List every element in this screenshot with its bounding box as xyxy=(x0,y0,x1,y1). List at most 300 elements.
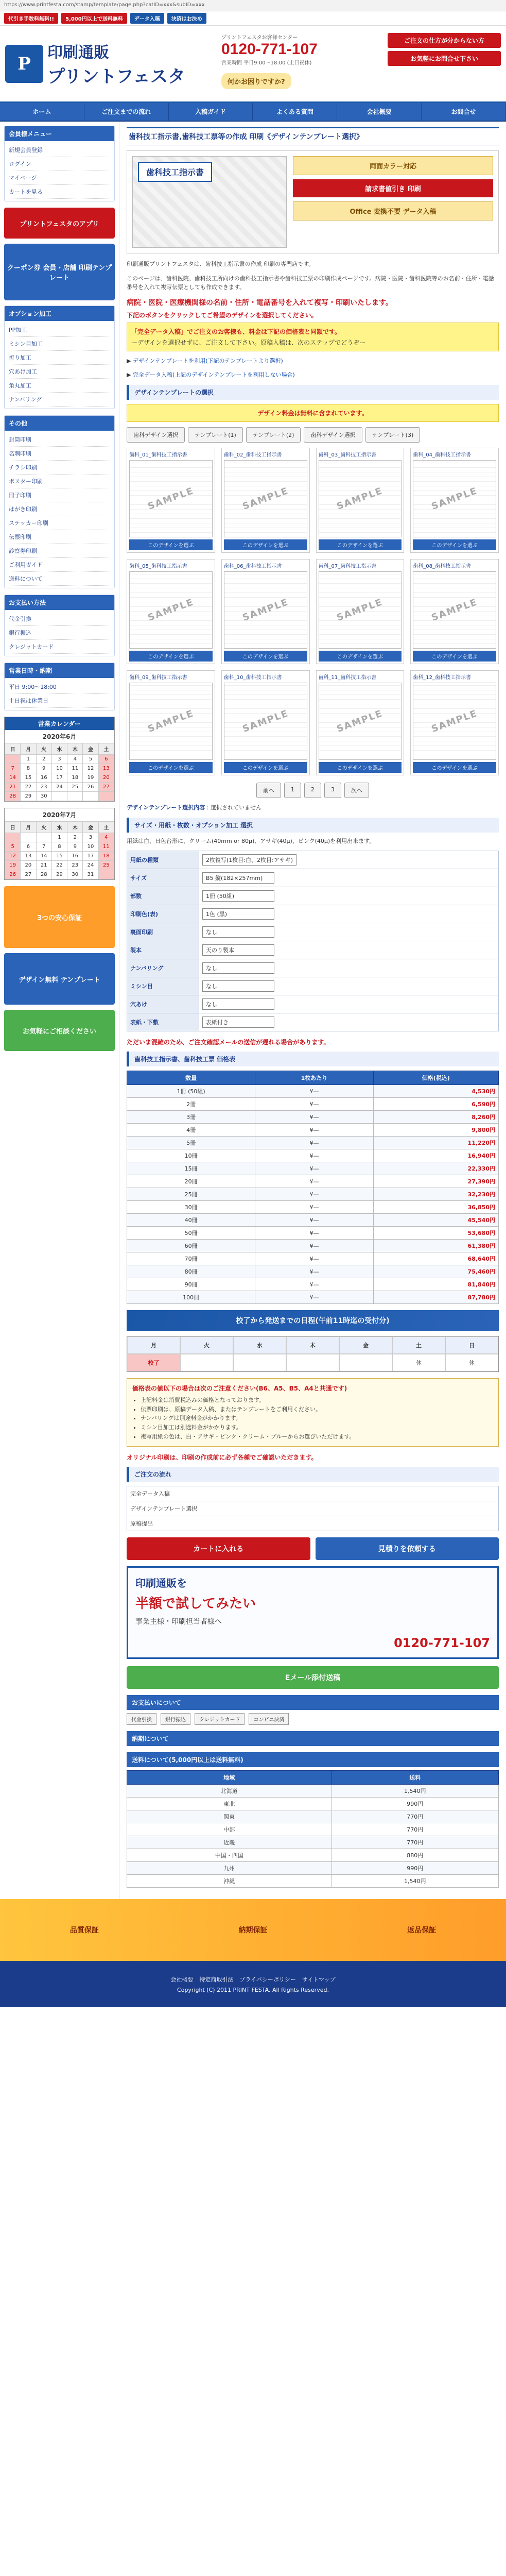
template-card[interactable] xyxy=(127,448,215,553)
main-content xyxy=(119,122,506,1899)
calendar-day xyxy=(83,792,98,801)
member-menu-title: 会員様メニュー xyxy=(5,126,114,141)
sidebar-item[interactable]: ご利用ガイド xyxy=(9,558,110,572)
data-upload-link[interactable]: データ入稿 xyxy=(130,13,164,24)
option-label: 部数 xyxy=(127,887,199,905)
sidebar-item[interactable]: 角丸加工 xyxy=(9,379,110,393)
price-row[interactable] xyxy=(127,1175,499,1188)
consult-banner[interactable]: お気軽にご相談ください xyxy=(4,1010,115,1051)
option-label: 裏面印刷 xyxy=(127,923,199,941)
template-label: 歯科_03_歯科技工指示書 xyxy=(318,452,377,458)
ship-cell: 770円 xyxy=(331,1836,498,1849)
assurance-strip xyxy=(0,1899,506,1961)
option-select[interactable]: なし xyxy=(202,998,274,1010)
template-preview xyxy=(319,460,402,537)
template-preview xyxy=(319,571,402,649)
notice-yellow-1: 「完全データ入稿」でご注文のお客様も、料金は下記の価格表と同額です。 xyxy=(131,328,341,335)
calendar-day: 29 xyxy=(21,792,36,801)
tel-box xyxy=(221,33,386,66)
calendar-month: 2020年7月 xyxy=(42,811,77,819)
choose-design-button[interactable]: このデザインを選ぶ xyxy=(129,539,213,550)
step-item: デザインテンプレート選択 xyxy=(127,1501,499,1516)
calendar-day: 27 xyxy=(21,870,36,879)
tab-template-1[interactable]: テンプレート(1) xyxy=(188,427,243,443)
ship-cell: 990円 xyxy=(331,1862,498,1875)
option-select[interactable]: なし xyxy=(202,980,274,992)
option-label: ナンバリング xyxy=(127,959,199,977)
sidebar-item[interactable]: 穴あけ加工 xyxy=(9,365,110,379)
calendar-day: 30 xyxy=(36,792,51,801)
calendar-day: 7 xyxy=(5,764,21,773)
calendar-day: 14 xyxy=(5,773,21,783)
price-row[interactable] xyxy=(127,1265,499,1278)
calendar-day: 11 xyxy=(67,764,83,773)
price-cell: 90冊 xyxy=(127,1278,255,1291)
option-select[interactable]: なし xyxy=(202,962,274,974)
footer-link[interactable]: 特定商取引法 xyxy=(199,1976,234,1983)
option-select[interactable]: 1色 (黒) xyxy=(202,908,274,920)
price-cell: 53,680円 xyxy=(373,1227,498,1240)
calendar-day: 18 xyxy=(98,852,114,861)
price-row[interactable] xyxy=(127,1240,499,1252)
calendar-day: 20 xyxy=(98,773,114,783)
notice-box xyxy=(127,1378,499,1447)
sidebar-item: 平日 9:00〜18:00 xyxy=(9,680,110,694)
calendar-day-head: 金 xyxy=(83,743,98,755)
sidebar-item[interactable]: ステッカー印刷 xyxy=(9,516,110,530)
pager-2[interactable]: 2 xyxy=(304,783,321,798)
price-cell: ¥— xyxy=(255,1162,373,1175)
notice-item: • 複写用紙の色は、白・アサギ・ピンク・クリーム・ブルーからお選びいただけます。 xyxy=(141,1432,493,1442)
sidebar-item[interactable]: 冊子印刷 xyxy=(9,488,110,502)
nav-guide[interactable]: 入稿ガイド xyxy=(169,103,253,121)
option-select[interactable]: 1冊 (50組) xyxy=(202,890,274,902)
template-preview xyxy=(319,683,402,760)
email-upload-button[interactable]: Eメール添付送稿 xyxy=(127,1666,499,1689)
sidebar-item: 土日祝は休業日 xyxy=(9,694,110,708)
template-card[interactable] xyxy=(316,670,405,775)
price-cell: 32,230円 xyxy=(373,1188,498,1201)
nav-home[interactable]: ホーム xyxy=(0,103,84,121)
nav-faq[interactable]: よくある質問 xyxy=(253,103,337,121)
calendar-day: 15 xyxy=(21,773,36,783)
calendar-day-head: 木 xyxy=(67,743,83,755)
option-label: 穴あけ xyxy=(127,995,199,1013)
calendar-day xyxy=(98,792,114,801)
price-row[interactable] xyxy=(127,1227,499,1240)
other-menu xyxy=(4,415,115,588)
ship-val: 休 xyxy=(392,1354,445,1371)
nav-flow[interactable]: ご注文までの流れ xyxy=(84,103,169,121)
global-nav xyxy=(0,103,506,122)
calendar-day: 21 xyxy=(36,861,51,870)
choose-design-button[interactable]: このデザインを選ぶ xyxy=(129,762,213,773)
calendar-day: 25 xyxy=(98,861,114,870)
option-select[interactable]: 表紙付き xyxy=(202,1016,274,1028)
price-cell: ¥— xyxy=(255,1137,373,1149)
template-label: 歯科_05_歯科技工指示書 xyxy=(129,563,187,569)
template-card[interactable] xyxy=(410,559,499,664)
price-cell: 50冊 xyxy=(127,1227,255,1240)
price-cell: ¥— xyxy=(255,1124,373,1137)
calendar-day xyxy=(98,870,114,879)
price-cell: 11,220円 xyxy=(373,1137,498,1149)
sidebar-item[interactable]: クレジットカード xyxy=(9,640,110,654)
calendar-day: 21 xyxy=(5,783,21,792)
upload-link-anchor[interactable]: 完全データ入稿(上記のデザインテンプレートを利用しない場合) xyxy=(132,371,295,379)
price-row[interactable] xyxy=(127,1111,499,1124)
choose-design-button[interactable]: このデザインを選ぶ xyxy=(319,651,402,662)
price-cell: 9,800円 xyxy=(373,1124,498,1137)
sidebar-item[interactable]: 送料について xyxy=(9,572,110,586)
price-cell: 100冊 xyxy=(127,1291,255,1304)
option-select[interactable]: 天のり製本 xyxy=(202,944,274,956)
logo-mark-icon: P xyxy=(5,45,43,83)
price-cell: 15冊 xyxy=(127,1162,255,1175)
template-label: 歯科_12_歯科技工指示書 xyxy=(413,674,471,681)
step-item: 原稿提出 xyxy=(127,1516,499,1531)
calendar-day-head: 火 xyxy=(36,743,51,755)
price-cell: ¥— xyxy=(255,1291,373,1304)
template-card[interactable] xyxy=(316,448,405,553)
price-cell: 4,530円 xyxy=(373,1085,498,1098)
calendar-day: 20 xyxy=(21,861,36,870)
calendar-day: 13 xyxy=(21,852,36,861)
calendar-day: 28 xyxy=(5,792,21,801)
options-note: 用紙は白、日色台形に、クリーム(40mm or 80μ)、アサギ(40μ)、ピンク(40μ)を利用出来ます。 xyxy=(127,837,375,844)
ship-col-head: 送料 xyxy=(331,1771,498,1785)
calendar-day-head: 金 xyxy=(83,822,98,833)
price-row[interactable] xyxy=(127,1124,499,1137)
price-row[interactable] xyxy=(127,1252,499,1265)
highlight-2: 下記のボタンをクリックしてご希望のデザインを選択してください。 xyxy=(127,311,318,319)
calendar-day: 23 xyxy=(36,783,51,792)
sidebar-item[interactable]: ナンバリング xyxy=(9,393,110,406)
price-row[interactable] xyxy=(127,1201,499,1214)
hero-right xyxy=(293,156,493,248)
layout xyxy=(0,122,506,1899)
calendar-day: 25 xyxy=(67,783,83,792)
sidebar-item[interactable]: 封筒印刷 xyxy=(9,433,110,447)
ship-val: 校了 xyxy=(127,1354,180,1371)
ship-day: 火 xyxy=(180,1336,233,1354)
price-cell: ¥— xyxy=(255,1278,373,1291)
page-title: 歯科技工指示書,歯科技工票等の作成 印刷《デザインテンプレート選択》 xyxy=(127,127,499,145)
pager-next[interactable]: 次へ xyxy=(344,783,369,798)
template-label: 歯科_10_歯科技工指示書 xyxy=(223,674,282,681)
tab-design-select[interactable]: 歯科デザイン選択 xyxy=(127,427,185,443)
price-cell: 2冊 xyxy=(127,1098,255,1111)
calendar-day-head: 日 xyxy=(5,822,21,833)
template-card[interactable] xyxy=(127,559,215,664)
template-grid xyxy=(127,448,499,775)
contact-button[interactable]: お気軽にお問合せ下さい xyxy=(388,51,501,66)
price-cell: 30冊 xyxy=(127,1201,255,1214)
trial-tel[interactable]: 0120-771-107 xyxy=(394,1636,490,1651)
price-cell: ¥— xyxy=(255,1240,373,1252)
price-row[interactable] xyxy=(127,1278,499,1291)
pager xyxy=(127,783,499,798)
header-right-buttons xyxy=(388,33,501,66)
app-banner[interactable]: プリントフェスタのアプリ xyxy=(4,208,115,239)
sidebar-item[interactable]: 代金引換 xyxy=(9,612,110,626)
how-to-order-button[interactable]: ご注文の仕方が分からない方 xyxy=(388,33,501,48)
sidebar-item[interactable]: 伝票印刷 xyxy=(9,530,110,544)
price-cell: ¥— xyxy=(255,1201,373,1214)
price-row[interactable] xyxy=(127,1162,499,1175)
pay-method: コンビニ決済 xyxy=(249,1713,289,1725)
notice-item: • ナンバリングは別途料金がかかります。 xyxy=(141,1414,493,1423)
sample-watermark: SAMPLE xyxy=(335,708,385,735)
tel-number[interactable]: 0120-771-107 xyxy=(221,41,318,58)
sidebar-item[interactable]: ログイン xyxy=(9,157,110,171)
price-cell: ¥— xyxy=(255,1227,373,1240)
choose-design-button[interactable]: このデザインを選ぶ xyxy=(224,539,307,550)
calendar-day-head: 火 xyxy=(36,822,51,833)
template-card[interactable] xyxy=(221,670,310,775)
calendar-june xyxy=(4,717,115,802)
ship-cell: 1,540円 xyxy=(331,1785,498,1798)
calendar-day xyxy=(21,833,36,842)
footer-link[interactable]: プライバシーポリシー xyxy=(239,1976,296,1983)
hero-tag: 歯科技工指示書 xyxy=(138,162,212,182)
sidebar-item[interactable]: 名刺印刷 xyxy=(9,447,110,461)
price-row[interactable] xyxy=(127,1098,499,1111)
choose-design-button[interactable]: このデザインを選ぶ xyxy=(129,651,213,662)
ship-cell: 北海道 xyxy=(127,1785,332,1798)
copyright: Copyright (C) 2011 PRINT FESTA. All Rights Reserved. xyxy=(177,1986,329,1993)
price-cell: 80冊 xyxy=(127,1265,255,1278)
sidebar-item[interactable]: 折り加工 xyxy=(9,351,110,365)
payment-head: お支払いについて xyxy=(127,1695,499,1710)
option-label: 表紙・下敷 xyxy=(127,1013,199,1031)
price-cell: 22,330円 xyxy=(373,1162,498,1175)
pager-prev[interactable]: 前へ xyxy=(256,783,281,798)
pager-1[interactable]: 1 xyxy=(284,783,301,798)
price-cell: 81,840円 xyxy=(373,1278,498,1291)
trial-t3: 事業主様・印刷担当者様へ xyxy=(135,1618,222,1626)
sample-watermark: SAMPLE xyxy=(146,708,196,735)
cod-free-badge[interactable]: 代引き手数料無料!! xyxy=(4,13,58,24)
ship-schedule xyxy=(127,1336,499,1372)
tab-template-3[interactable]: テンプレート(3) xyxy=(365,427,421,443)
steps-head: ご注文の流れ xyxy=(127,1467,499,1482)
calendar-day xyxy=(5,755,21,764)
free-shipping-badge[interactable]: 5,000円以上で送料無料 xyxy=(61,13,127,24)
trial-t2: 半額で試してみたい xyxy=(135,1596,256,1612)
template-card[interactable] xyxy=(410,670,499,775)
price-cell: 25冊 xyxy=(127,1188,255,1201)
estimate-button[interactable]: 見積りを依頼する xyxy=(316,1537,499,1560)
calendar-day: 24 xyxy=(51,783,67,792)
choose-design-button[interactable]: このデザインを選ぶ xyxy=(413,539,496,550)
template-label: 歯科_06_歯科技工指示書 xyxy=(223,563,282,569)
top-strip xyxy=(0,11,506,26)
footer xyxy=(0,1961,506,2007)
calendar-day: 6 xyxy=(21,842,36,852)
calendar-day: 4 xyxy=(67,755,83,764)
assure-quality: 品質保証 xyxy=(69,1926,99,1935)
calendar-day: 3 xyxy=(83,833,98,842)
sample-watermark: SAMPLE xyxy=(240,485,290,512)
shipping-table xyxy=(127,1770,499,1888)
nav-contact[interactable]: お問合せ xyxy=(422,103,506,121)
calendar-day-head: 水 xyxy=(51,822,67,833)
calendar-day: 19 xyxy=(5,861,21,870)
sidebar-item[interactable]: PP加工 xyxy=(9,323,110,337)
price-cell: ¥— xyxy=(255,1188,373,1201)
template-link-anchor[interactable]: デザインテンプレートを利用(下記のテンプレートより選択) xyxy=(132,357,283,364)
price-row[interactable] xyxy=(127,1085,499,1098)
hero-discount[interactable]: 請求書値引き 印刷 xyxy=(293,179,493,197)
calendar-day: 24 xyxy=(83,861,98,870)
payment-link[interactable]: 決済はお決め xyxy=(167,13,206,24)
cta-row xyxy=(127,1537,499,1560)
calendar-day xyxy=(51,792,67,801)
template-label: 歯科_09_歯科技工指示書 xyxy=(129,674,187,681)
sidebar-item[interactable]: 診察券印刷 xyxy=(9,544,110,558)
option-select[interactable]: なし xyxy=(202,926,274,938)
choose-design-button[interactable]: このデザインを選ぶ xyxy=(319,762,402,773)
template-card[interactable] xyxy=(221,559,310,664)
trial-t1: 印刷通販を xyxy=(135,1577,187,1590)
ship-cell: 990円 xyxy=(331,1798,498,1810)
calendar-month: 2020年6月 xyxy=(42,733,77,740)
design-template-banner[interactable]: デザイン無料 テンプレート xyxy=(4,953,115,1005)
option-label: サイズ xyxy=(127,869,199,887)
sidebar-item[interactable]: カートを見る xyxy=(9,185,110,199)
sidebar-item[interactable]: ポスター印刷 xyxy=(9,474,110,488)
price-row[interactable] xyxy=(127,1149,499,1162)
sidebar-item[interactable]: 銀行振込 xyxy=(9,626,110,640)
sidebar-item[interactable]: 新規会員登録 xyxy=(9,143,110,157)
price-cell: 10冊 xyxy=(127,1149,255,1162)
price-row[interactable] xyxy=(127,1188,499,1201)
tab-template-2[interactable]: テンプレート(2) xyxy=(246,427,301,443)
ship-day: 月 xyxy=(127,1336,180,1354)
calendar-day: 9 xyxy=(67,842,83,852)
trial-banner[interactable] xyxy=(127,1566,499,1659)
body-text: このページは、歯科医院、歯科技工所向けの歯科技工指示書や歯科技工票の印刷作成ページです。病院・医院・歯科医院等のお名前・住所・電話番号を入れて複写伝票としても作成できます。 xyxy=(127,275,494,291)
option-label: 用紙の種類 xyxy=(127,851,199,869)
footer-link[interactable]: サイトマップ xyxy=(302,1976,336,1983)
options-table xyxy=(127,851,499,1031)
delivery-head: 納期について xyxy=(127,1731,499,1746)
option-select[interactable]: B5 縦(182×257mm) xyxy=(202,872,274,884)
logo-line2: プリントフェスタ xyxy=(47,66,185,87)
calendar-day: 6 xyxy=(98,755,114,764)
price-cell: 75,460円 xyxy=(373,1265,498,1278)
sidebar-item[interactable]: チラシ印刷 xyxy=(9,461,110,474)
calendar-day: 2 xyxy=(36,755,51,764)
price-row[interactable] xyxy=(127,1291,499,1304)
notice-item: • 上記料金は消費税込みの価格となっております。 xyxy=(141,1396,493,1405)
pager-3[interactable]: 3 xyxy=(324,783,341,798)
tab-design-select-2[interactable]: 歯科デザイン選択 xyxy=(304,427,362,443)
template-label: 歯科_07_歯科技工指示書 xyxy=(318,563,377,569)
price-row[interactable] xyxy=(127,1214,499,1227)
assurance-banner[interactable]: 3つの安心保証 xyxy=(4,886,115,948)
calendar-day: 7 xyxy=(36,842,51,852)
ship-day: 土 xyxy=(392,1336,445,1354)
calendar-day-head: 月 xyxy=(21,743,36,755)
template-card[interactable] xyxy=(221,448,310,553)
sidebar-item[interactable]: マイページ xyxy=(9,171,110,185)
calendar-day: 17 xyxy=(83,852,98,861)
template-card[interactable] xyxy=(316,559,405,664)
option-label: ミシン目 xyxy=(127,977,199,995)
calendar-day: 19 xyxy=(83,773,98,783)
calendar-day-head: 木 xyxy=(67,822,83,833)
pay-method: クレジットカード xyxy=(195,1713,245,1725)
mail-row xyxy=(127,1666,499,1689)
add-to-cart-button[interactable]: カートに入れる xyxy=(127,1537,310,1560)
payment-menu xyxy=(4,595,115,656)
nav-company[interactable]: 会社概要 xyxy=(337,103,422,121)
calendar-day: 16 xyxy=(36,773,51,783)
coupon-banner[interactable]: クーポン券 会員・店舗 印刷テンプレート xyxy=(4,244,115,300)
footer-link[interactable]: 会社概要 xyxy=(170,1976,194,1983)
sidebar-item[interactable]: はがき印刷 xyxy=(9,502,110,516)
hero-office: Office 変換不要 データ入稿 xyxy=(293,201,493,221)
template-label: 歯科_11_歯科技工指示書 xyxy=(318,674,377,681)
ship-day: 木 xyxy=(286,1336,339,1354)
template-preview xyxy=(129,683,213,760)
price-cell: ¥— xyxy=(255,1265,373,1278)
price-cell: 70冊 xyxy=(127,1252,255,1265)
option-note: オリジナル印刷は、印刷の作成前に必ず各種でご確認いただきます。 xyxy=(127,1454,318,1462)
sidebar-item[interactable]: ミシン目加工 xyxy=(9,337,110,351)
ship-cell: 中国・四国 xyxy=(127,1849,332,1862)
price-cell: 68,640円 xyxy=(373,1252,498,1265)
site-logo[interactable] xyxy=(5,40,185,88)
option-select[interactable]: 2枚複写(1枚目:白、2枚目:アサギ) xyxy=(202,854,296,866)
calendar-day: 15 xyxy=(51,852,67,861)
choose-design-button[interactable]: このデザインを選ぶ xyxy=(413,651,496,662)
choose-design-button[interactable]: このデザインを選ぶ xyxy=(224,762,307,773)
calendar-day: 11 xyxy=(98,842,114,852)
sample-watermark: SAMPLE xyxy=(430,597,479,623)
selected-value: 選択されていません xyxy=(210,804,261,811)
calendar-day: 27 xyxy=(98,783,114,792)
template-card[interactable] xyxy=(127,670,215,775)
price-cell: ¥— xyxy=(255,1111,373,1124)
calendar-day-head: 日 xyxy=(5,743,21,755)
calendar-day: 16 xyxy=(67,852,83,861)
price-cell: 5冊 xyxy=(127,1137,255,1149)
template-preview xyxy=(129,571,213,649)
choose-design-button[interactable]: このデザインを選ぶ xyxy=(319,539,402,550)
ship-val xyxy=(233,1354,286,1371)
ship-cell: 770円 xyxy=(331,1823,498,1836)
price-cell: 40冊 xyxy=(127,1214,255,1227)
ship-cell: 東北 xyxy=(127,1798,332,1810)
highlight-1: 病院・医院・医療機関様の名前・住所・電話番号を入れて複写・印刷いたします。 xyxy=(127,298,393,307)
price-cell: 8,260円 xyxy=(373,1111,498,1124)
price-row[interactable] xyxy=(127,1137,499,1149)
calendar-day: 3 xyxy=(51,755,67,764)
choose-design-button[interactable]: このデザインを選ぶ xyxy=(224,651,307,662)
ship-cell: 沖縄 xyxy=(127,1875,332,1888)
choose-design-button[interactable]: このデザインを選ぶ xyxy=(413,762,496,773)
notice-yellow-2: ーデザインを選択せずに、ご注文して下さい。原稿入稿は、次のステップでどうぞー xyxy=(131,338,366,346)
calendar-day: 14 xyxy=(36,852,51,861)
price-cell: 4冊 xyxy=(127,1124,255,1137)
template-label: 歯科_04_歯科技工指示書 xyxy=(413,452,471,458)
option-menu-title: オプション加工 xyxy=(5,306,114,321)
calendar-day xyxy=(36,833,51,842)
template-card[interactable] xyxy=(410,448,499,553)
